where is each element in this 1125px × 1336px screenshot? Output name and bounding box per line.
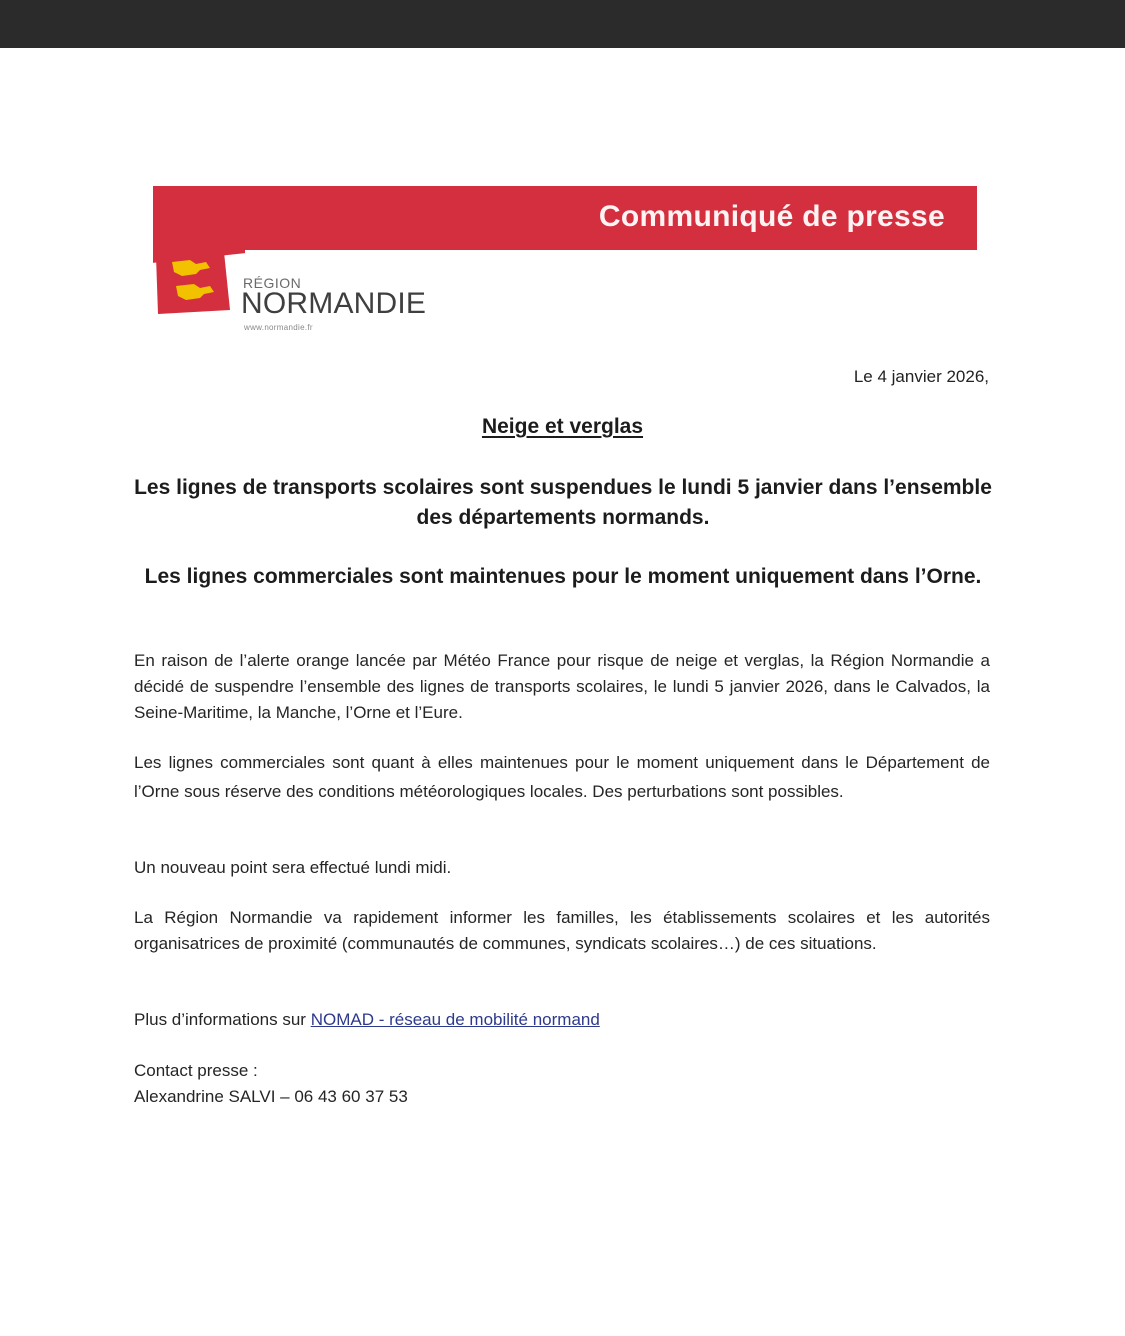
nomad-link[interactable]: NOMAD - réseau de mobilité normand — [310, 1010, 600, 1029]
release-subject: Neige et verglas — [481, 415, 644, 438]
contact-label: Contact presse : — [134, 1061, 258, 1080]
body-paragraph-4: La Région Normandie va rapidement informer les familles, les établissements scolaires et les autorités organisatrices de proximité (communautés de communes, syndicats scolaires…) de ces situations. — [134, 908, 990, 953]
more-info-prefix: Plus d’informations sur — [134, 1010, 311, 1029]
banner-title: Communiqué de presse — [598, 200, 945, 233]
logo-region-name: NORMANDIE — [241, 287, 427, 320]
release-date: Le 4 janvier 2026, — [853, 367, 989, 386]
more-info-line — [134, 1007, 990, 1033]
body-paragraph-1: En raison de l’alerte orange lancée par Météo France pour risque de neige et verglas, la Région Normandie a décidé de suspendre l’ensemble des lignes de transports scolaires, le lundi 5 janvier 2026, dans le Calvados, la Seine-Maritime, la Manche, l’Orne et l’Eure. — [134, 651, 990, 722]
press-release-banner — [153, 186, 977, 250]
contact-person: Alexandrine SALVI – 06 43 60 37 53 — [134, 1087, 408, 1106]
logo-region-label: RÉGION — [243, 275, 302, 291]
headline-commercial-lines: Les lignes commerciales sont maintenues pour le moment uniquement dans l’Orne. — [144, 565, 982, 588]
normandy-leopards-icon — [152, 252, 232, 314]
body-paragraph-3: Un nouveau point sera effectué lundi midi. — [134, 858, 452, 877]
logo-url: www.normandie.fr — [244, 323, 313, 332]
top-bar — [0, 0, 1125, 48]
headline-school-lines: Les lignes de transports scolaires sont suspendues le lundi 5 janvier dans l’ensemble des départements normands. — [134, 476, 992, 529]
body-paragraph-2: Les lignes commerciales sont quant à elles maintenues pour le moment uniquement dans le Département de l’Orne sous réserve des conditions météorologiques locales. Des perturbations sont possibles. — [134, 753, 990, 801]
press-contact — [134, 1058, 990, 1110]
